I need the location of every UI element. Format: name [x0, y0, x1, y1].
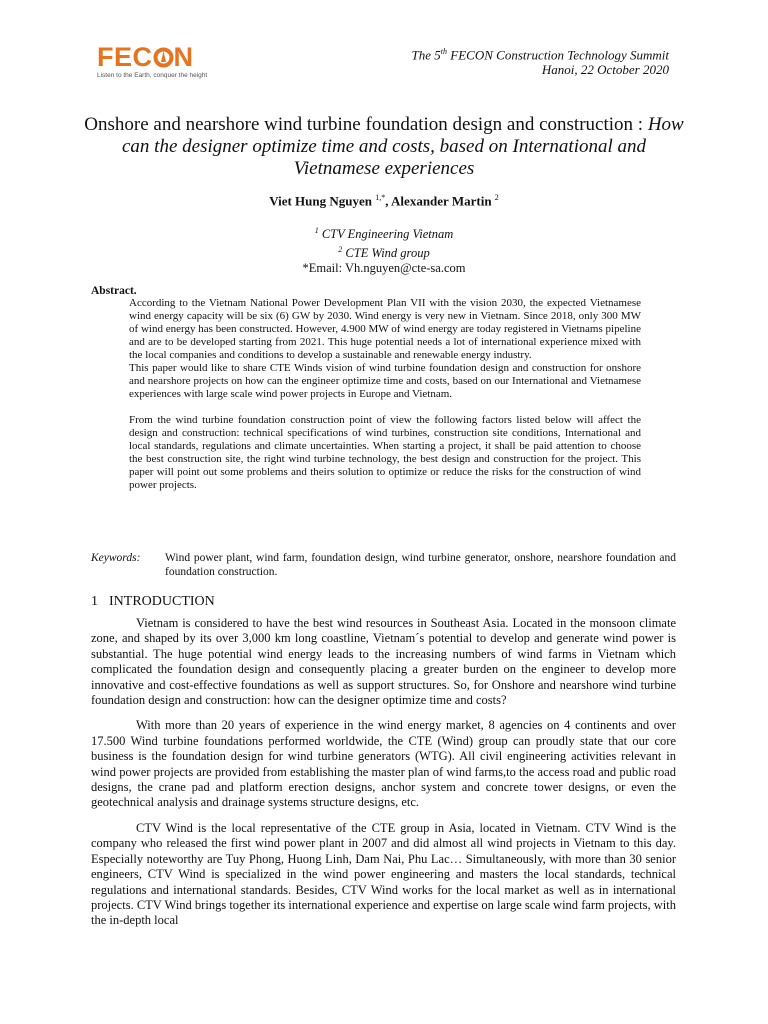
- abstract-paragraph: From the wind turbine foundation construction point of view the following factors listed below will affect the design and construction: technical specifications of wind turbines, construction site conditions, International and local standards, regulations and climate uncertainties. When starting a project, it shall be paid attention to choose the best construction site, the right wind turbine technology, the best design and construction for the project. This paper will point out some problems and theirs solution to optimize or reduce the risks for the construction of wind power projects.: [129, 414, 641, 491]
- conference-name: The 5th FECON Construction Technology Summit: [411, 47, 669, 63]
- section-title: INTRODUCTION: [109, 594, 215, 609]
- body-paragraph: Vietnam is considered to have the best wind resources in Southeast Asia. Located in the monsoon climate zone, and shaped by its over 3,000 km long coastline, Vietnam´s potential to develop and generate wind power is substantial. The huge potential wind energy leads to the increasing numbers of wind farms in Vietnam which complicated the foundation design and consequently placing a greater burden on the engineer to develop more innovative and cost-effective foundations as well as support structures. So, for Onshore and nearshore wind turbine foundation design and construction: how can the designer optimize time and costs?: [91, 616, 676, 708]
- section-number: 1: [91, 594, 98, 609]
- conference-header: [412, 44, 669, 77]
- author-2: Alexander Martin: [391, 193, 495, 209]
- abstract-paragraph: According to the Vietnam National Power Development Plan VII with the vision 2030, the expected Vietnamese wind energy capacity will be six (6) GW by 2030. Wind energy is very new in Vietnam. Since 2018, only 300 MW of wind energy has been constructed. However, 4.900 MW of wind energy are today registered in Vietnams pipeline and are to be developed starting from 2021. This huge potential needs a lot of international experience mixed with the local companies and conditions to develop a sustainable and renewable energy industry.: [129, 297, 641, 361]
- abstract-body: [129, 297, 641, 492]
- author-1: Viet Hung Nguyen: [269, 193, 376, 209]
- keywords: [91, 551, 676, 579]
- body-paragraph: CTV Wind is the local representative of the CTE group in Asia, located in Vietnam. CTV Wind is the company who released the first wind power plant in 2007 and did almost all wind projects in Vietnam to this day. Especially noteworthy are Tuy Phong, Huong Linh, Dam Nai, Phu Lac… Simultaneously, with more than 30 senior engineers, CTV Wind is specialized in the wind power engineering and masters the local standards, technical regulations and international standards. Besides, CTV Wind works for the local market as well as in international projects. CTV Wind brings together its international experience and expertise on large scale wind farm projects, with the in-depth local: [91, 820, 676, 928]
- abstract-paragraph: This paper would like to share CTE Winds vision of wind turbine foundation design and construction for onshore and nearshore projects on how can the engineer optimize time and costs, based on our International and Vietnamese experiences with large scale wind power projects in Europe and Vietnam.: [129, 362, 641, 400]
- contact-email: *Email: Vh.nguyen@cte-sa.com: [302, 261, 466, 276]
- affiliation-1: $^1$ CTV Engineering Vietnam: [314, 226, 454, 242]
- keywords-text: Wind power plant, wind farm, foundation design, wind turbine generator, onshore, nearshore foundation and foundation construction.: [165, 552, 676, 578]
- body-paragraph: With more than 20 years of experience in the wind energy market, 8 agencies on 4 continents and over 17.500 Wind turbine foundations performed worldwide, the CTE (Wind) group can proudly state that our core business is the foundation design for wind turbine generators (WTG). All civil engineering activities relevant in wind power projects are provided from establishing the master plan of wind farms,to the access road and public road designs, the crane pad and platform erection designs, anchor system and concrete tower designs, or even the geotechnical analysis and drainage systems structure designs, etc.: [91, 718, 676, 810]
- abstract-heading: Abstract.: [91, 285, 137, 297]
- paper-title: Onshore and nearshore wind turbine foundation design and construction : How can the designer optimize time and costs, based on International and Vietnamese experiences: [84, 114, 684, 179]
- conference-date: Hanoi, 22 October 2020: [541, 62, 669, 78]
- logo-tagline: Listen to the Earth, conquer the height: [97, 72, 208, 79]
- author-list: Viet Hung Nguyen $^{1,*}$, Alexander Martin $^2$: [269, 193, 499, 209]
- affiliations: [80, 223, 688, 276]
- affiliation-2: $^2$ CTE Wind group: [338, 245, 430, 261]
- logo-wordmark: FEC N: [97, 42, 194, 72]
- keywords-label: Keywords:: [91, 552, 141, 564]
- logo-o-emblem: [153, 44, 174, 71]
- section-heading: [91, 594, 215, 610]
- fecon-logo: [97, 44, 237, 79]
- section-body: [91, 616, 676, 939]
